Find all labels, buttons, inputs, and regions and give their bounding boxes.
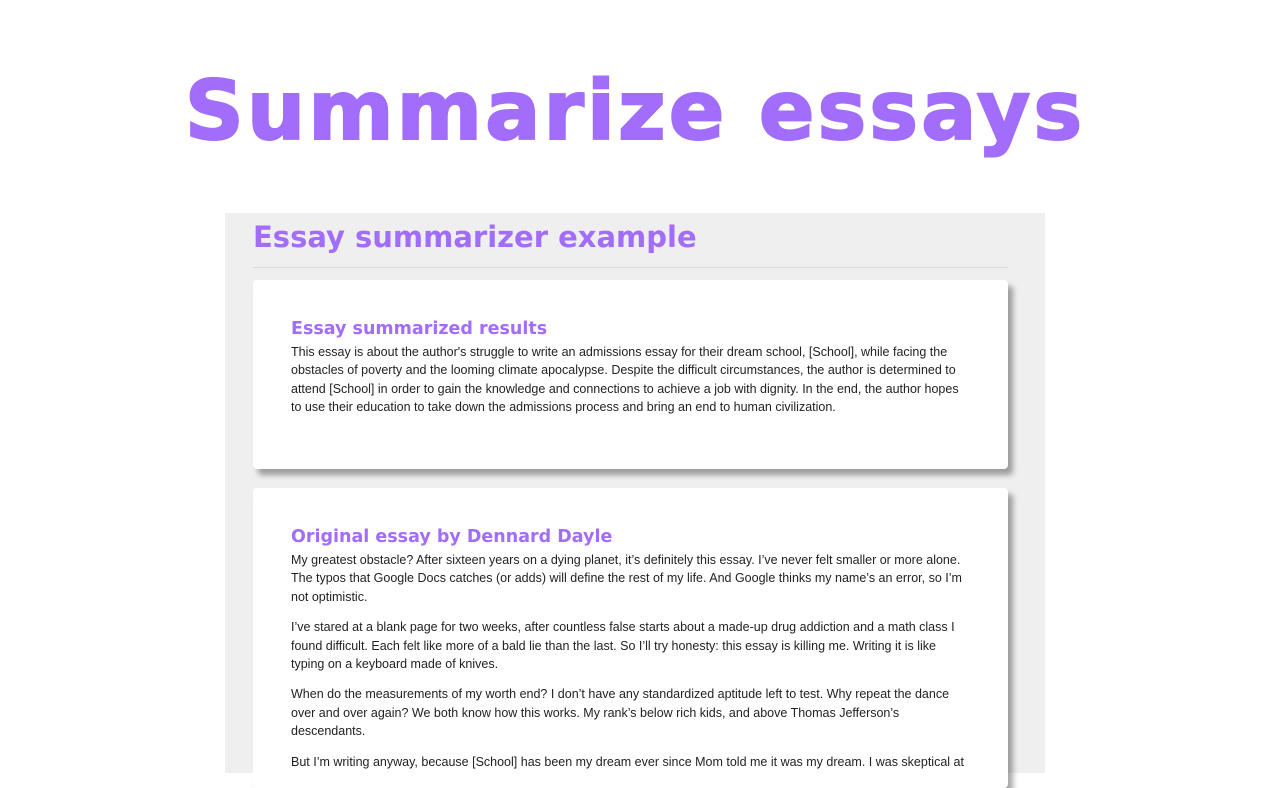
essay-paragraph: But I’m writing anyway, because [School] has been my dream ever since Mom told me it was my dream. I was skeptical at — [291, 754, 964, 769]
essay-paragraph: I’ve stared at a blank page for two weeks, after countless false starts about a made-up drug addiction and a math class I found difficult. Each felt like more of a bald lie than the last. So I’ll try honesty: this essay is killing me. Writing it is like typing on a keyboard made of knives. — [291, 620, 955, 672]
hero-title: Summarize essays — [184, 64, 1086, 159]
panel-title: Essay summarizer example — [253, 220, 697, 254]
summary-card-heading: Essay summarized results — [291, 319, 548, 339]
essay-paragraph: My greatest obstacle? After sixteen years on a dying planet, it’s definitely this essay. I’ve never felt smaller or more alone. The typos that Google Docs catches (or adds) will define the rest of my life. And Google thinks my name’s an error, so I’m not optimistic. — [291, 553, 962, 604]
example-panel — [225, 213, 1045, 773]
summary-card-text: This essay is about the author's struggle to write an admissions essay for their dream school, [School], while facing the obstacles of poverty and the looming climate apocalypse. Despite the difficult circumstances, the author is determined to attend [School] in order to gain the knowledge and connections to achieve a job with dignity. In the end, the author hopes to use their education to take down the admissions process and bring an end to human civilization. — [291, 345, 959, 415]
summary-card — [253, 280, 1008, 469]
original-essay-card — [253, 488, 1008, 788]
essay-paragraph: When do the measurements of my worth end? I don’t have any standardized aptitude left to test. Why repeat the dance over and over again? We both know how this works. My rank’s below rich kids, and above Thomas Jefferson’s descendants. — [291, 687, 950, 739]
original-essay-heading: Original essay by Dennard Dayle — [291, 527, 613, 547]
panel-divider — [253, 267, 1008, 268]
